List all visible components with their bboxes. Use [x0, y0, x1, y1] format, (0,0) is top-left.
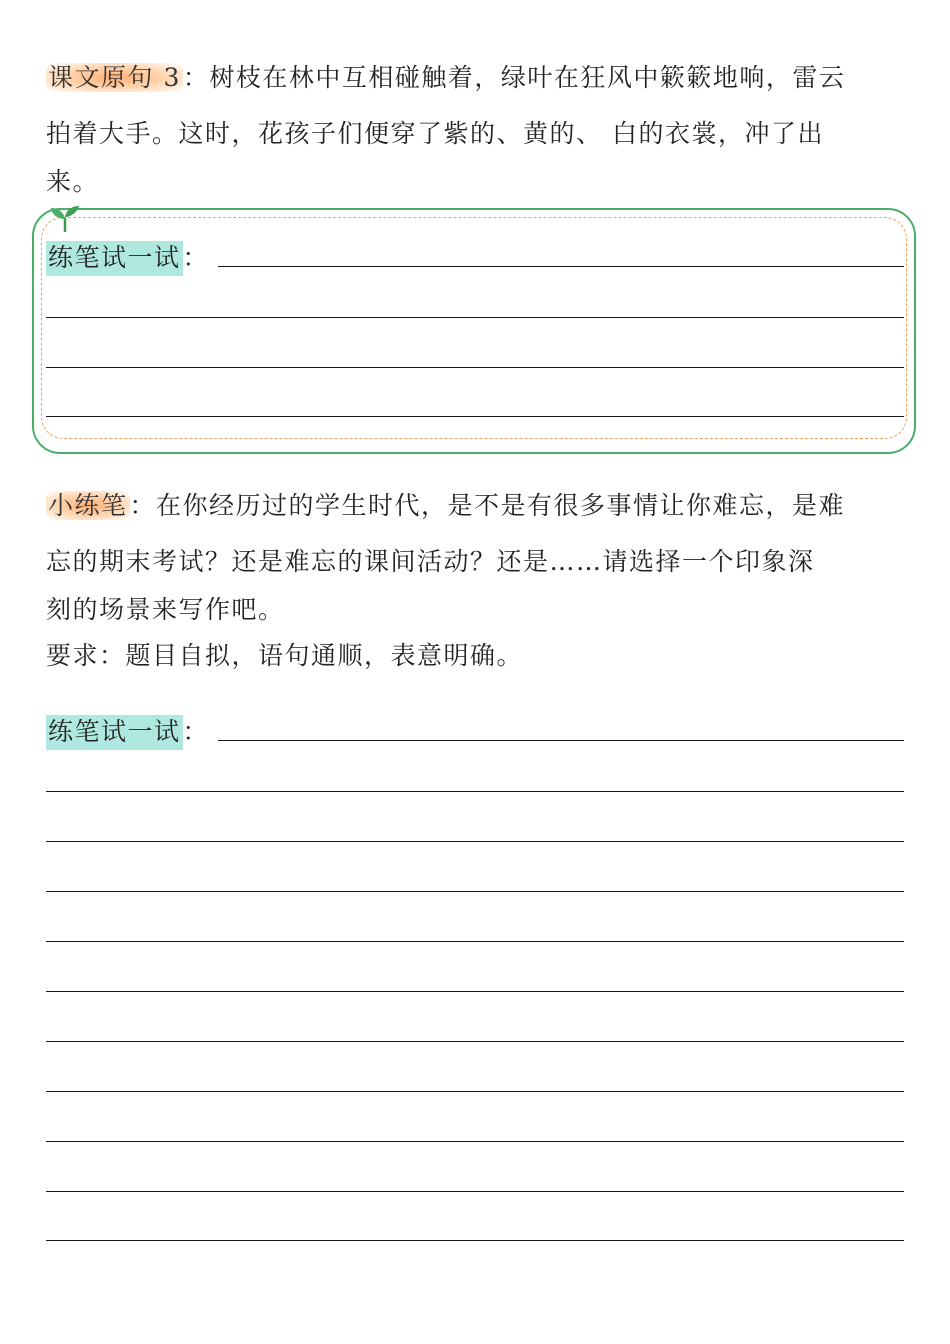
writing-line[interactable]: [218, 740, 904, 741]
writing-line[interactable]: [46, 1141, 904, 1142]
writing-line[interactable]: [46, 1191, 904, 1192]
section1-line1-text: ：树枝在林中互相碰触着，绿叶在狂风中簌簌地响，雷云: [182, 63, 846, 92]
writing-line[interactable]: [46, 1041, 904, 1042]
writing-line[interactable]: [46, 1091, 904, 1092]
practice1-prompt: [46, 238, 209, 274]
practice1-colon: ：: [182, 243, 210, 272]
practice2-colon: ：: [182, 717, 210, 746]
section2-line1: [46, 486, 845, 522]
section2-line3: 刻的场景来写作吧。: [46, 595, 285, 624]
practice2-prompt: [46, 712, 209, 748]
writing-line[interactable]: [46, 367, 904, 368]
writing-exercise-tag: 小练笔: [48, 491, 128, 520]
sprout-icon: [48, 204, 82, 234]
writing-line[interactable]: [46, 841, 904, 842]
writing-line[interactable]: [46, 416, 904, 417]
writing-line[interactable]: [46, 891, 904, 892]
writing-line[interactable]: [46, 791, 904, 792]
practice2-tag: 练笔试一试: [46, 715, 183, 750]
writing-line[interactable]: [46, 1240, 904, 1241]
writing-line[interactable]: [218, 266, 904, 267]
writing-line[interactable]: [46, 941, 904, 942]
practice1-tag: 练笔试一试: [46, 241, 183, 276]
original-sentence-tag: 课文原句 3: [48, 63, 181, 92]
section2-line1-text: ：在你经历过的学生时代，是不是有很多事情让你难忘，是难: [129, 491, 846, 520]
section2-line2: 忘的期末考试？还是难忘的课间活动？还是……请选择一个印象深: [46, 547, 815, 576]
section2-requirements: 要求：题目自拟，语句通顺，表意明确。: [46, 641, 524, 670]
section1-line3: 来。: [46, 167, 100, 196]
writing-line[interactable]: [46, 317, 904, 318]
writing-line[interactable]: [46, 991, 904, 992]
section1-line2: 拍着大手。这时，花孩子们便穿了紫的、黄的、 白的衣裳，冲了出: [46, 119, 824, 148]
section1-line1: [46, 58, 845, 94]
